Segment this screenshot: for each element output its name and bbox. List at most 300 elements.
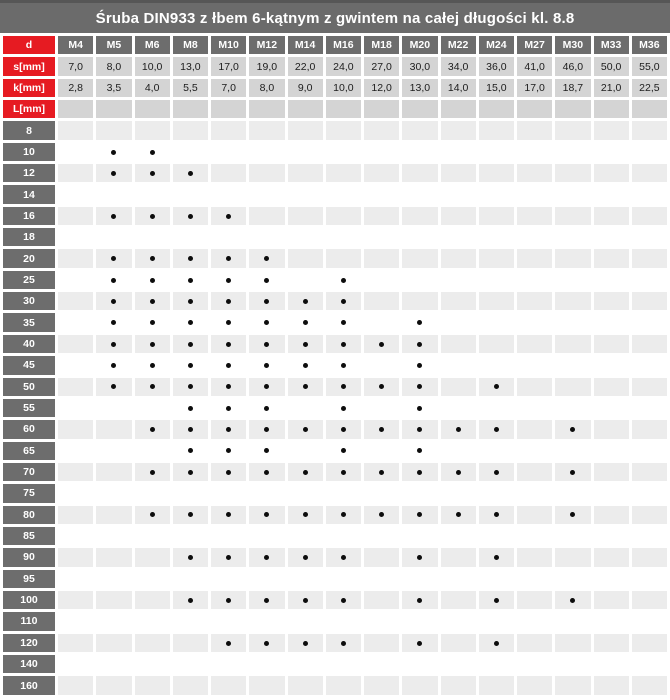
availability-dot <box>417 384 422 389</box>
availability-cell <box>211 121 246 139</box>
availability-cell <box>173 634 208 652</box>
availability-cell <box>594 591 629 609</box>
availability-dot <box>188 427 193 432</box>
availability-cell <box>58 207 93 225</box>
availability-cell <box>594 228 629 246</box>
availability-cell <box>326 676 361 695</box>
length-row-160 <box>3 676 667 695</box>
availability-cell <box>211 356 246 374</box>
availability-cell <box>632 420 667 438</box>
empty-dimension-cell <box>594 100 629 118</box>
availability-cell <box>173 121 208 139</box>
availability-cell <box>517 442 552 460</box>
availability-cell <box>173 356 208 374</box>
availability-dot <box>188 363 193 368</box>
availability-cell <box>173 612 208 630</box>
availability-cell <box>594 484 629 502</box>
availability-cell <box>364 313 399 331</box>
length-row-120 <box>3 634 667 652</box>
availability-dot <box>264 342 269 347</box>
availability-dot <box>188 171 193 176</box>
availability-cell <box>517 292 552 310</box>
availability-cell <box>402 335 437 353</box>
length-row-95 <box>3 570 667 588</box>
availability-cell <box>288 292 323 310</box>
availability-dot <box>417 342 422 347</box>
availability-cell <box>594 292 629 310</box>
empty-dimension-cell <box>326 100 361 118</box>
availability-cell <box>479 292 514 310</box>
length-row-10 <box>3 143 667 161</box>
availability-cell <box>249 271 284 289</box>
availability-cell <box>288 249 323 267</box>
length-label: 60 <box>3 420 55 438</box>
length-label: 20 <box>3 249 55 267</box>
availability-dot <box>379 342 384 347</box>
availability-cell <box>364 506 399 524</box>
availability-dot <box>188 598 193 603</box>
availability-dot <box>188 342 193 347</box>
availability-cell <box>326 121 361 139</box>
availability-cell <box>211 185 246 203</box>
column-header-m6: M6 <box>135 36 170 54</box>
availability-cell <box>364 484 399 502</box>
availability-dot <box>264 256 269 261</box>
availability-dot <box>264 406 269 411</box>
length-row-55 <box>3 399 667 417</box>
availability-cell <box>249 121 284 139</box>
page-title: Śruba DIN933 z łbem 6-kątnym z gwintem na całej długości kl. 8.8 <box>0 0 670 33</box>
availability-dot <box>494 427 499 432</box>
availability-cell <box>58 399 93 417</box>
k-dimension-row <box>3 79 667 97</box>
availability-cell <box>211 442 246 460</box>
availability-cell <box>479 207 514 225</box>
availability-cell <box>135 591 170 609</box>
availability-cell <box>173 506 208 524</box>
availability-cell <box>135 420 170 438</box>
availability-cell <box>326 591 361 609</box>
availability-cell <box>135 570 170 588</box>
availability-cell <box>479 612 514 630</box>
length-row-140 <box>3 655 667 673</box>
availability-cell <box>58 463 93 481</box>
availability-cell <box>402 506 437 524</box>
availability-dot <box>226 278 231 283</box>
availability-cell <box>594 634 629 652</box>
availability-dot <box>226 512 231 517</box>
availability-cell <box>517 207 552 225</box>
availability-cell <box>211 548 246 566</box>
availability-dot <box>570 427 575 432</box>
availability-cell <box>364 292 399 310</box>
availability-cell <box>632 143 667 161</box>
availability-cell <box>288 442 323 460</box>
availability-cell <box>96 548 131 566</box>
availability-cell <box>58 506 93 524</box>
availability-cell <box>479 335 514 353</box>
availability-cell <box>173 484 208 502</box>
availability-cell <box>249 207 284 225</box>
dimension-value-cell: 8,0 <box>96 57 131 75</box>
availability-cell <box>555 143 590 161</box>
availability-cell <box>517 185 552 203</box>
length-row-80 <box>3 506 667 524</box>
dimension-value-cell: 5,5 <box>173 79 208 97</box>
availability-cell <box>479 463 514 481</box>
availability-cell <box>211 591 246 609</box>
availability-dot <box>264 598 269 603</box>
dimension-value-cell: 55,0 <box>632 57 667 75</box>
availability-cell <box>211 612 246 630</box>
availability-cell <box>249 249 284 267</box>
availability-cell <box>402 634 437 652</box>
availability-cell <box>555 420 590 438</box>
row-label-s: s[mm] <box>3 57 55 75</box>
availability-cell <box>326 484 361 502</box>
availability-cell <box>96 570 131 588</box>
availability-dot <box>494 598 499 603</box>
length-label: 10 <box>3 143 55 161</box>
availability-dot <box>264 641 269 646</box>
availability-cell <box>58 655 93 673</box>
availability-cell <box>249 655 284 673</box>
availability-cell <box>135 612 170 630</box>
availability-cell <box>326 399 361 417</box>
availability-cell <box>135 207 170 225</box>
availability-cell <box>441 335 476 353</box>
length-row-90 <box>3 548 667 566</box>
availability-cell <box>326 442 361 460</box>
availability-dot <box>111 150 116 155</box>
column-header-m10: M10 <box>211 36 246 54</box>
length-label: 160 <box>3 676 55 695</box>
availability-cell <box>402 484 437 502</box>
availability-cell <box>517 121 552 139</box>
dimension-value-cell: 4,0 <box>135 79 170 97</box>
column-header-m24: M24 <box>479 36 514 54</box>
length-row-45 <box>3 356 667 374</box>
availability-cell <box>326 655 361 673</box>
column-header-m12: M12 <box>249 36 284 54</box>
availability-cell <box>479 185 514 203</box>
availability-dot <box>188 406 193 411</box>
availability-cell <box>249 228 284 246</box>
availability-cell <box>249 313 284 331</box>
availability-dot <box>150 278 155 283</box>
availability-cell <box>96 527 131 545</box>
availability-cell <box>326 420 361 438</box>
availability-cell <box>555 442 590 460</box>
availability-cell <box>288 570 323 588</box>
availability-dot <box>226 641 231 646</box>
availability-cell <box>402 356 437 374</box>
availability-cell <box>173 271 208 289</box>
availability-cell <box>364 463 399 481</box>
availability-dot <box>456 427 461 432</box>
availability-dot <box>264 512 269 517</box>
availability-cell <box>441 676 476 695</box>
availability-cell <box>402 121 437 139</box>
empty-dimension-cell <box>173 100 208 118</box>
length-row-20 <box>3 249 667 267</box>
availability-cell <box>402 292 437 310</box>
availability-dot <box>341 512 346 517</box>
availability-dot <box>417 320 422 325</box>
length-row-30 <box>3 292 667 310</box>
availability-cell <box>58 378 93 396</box>
availability-cell <box>96 143 131 161</box>
availability-dot <box>341 427 346 432</box>
availability-cell <box>555 378 590 396</box>
availability-cell <box>594 399 629 417</box>
availability-cell <box>211 570 246 588</box>
availability-cell <box>364 185 399 203</box>
availability-cell <box>288 143 323 161</box>
availability-cell <box>555 506 590 524</box>
availability-cell <box>135 506 170 524</box>
availability-cell <box>288 634 323 652</box>
availability-cell <box>96 378 131 396</box>
availability-dot <box>188 470 193 475</box>
availability-cell <box>632 484 667 502</box>
availability-cell <box>594 185 629 203</box>
availability-cell <box>555 249 590 267</box>
dimension-value-cell: 13,0 <box>173 57 208 75</box>
availability-cell <box>249 399 284 417</box>
availability-dot <box>226 427 231 432</box>
availability-cell <box>135 164 170 182</box>
availability-cell <box>96 185 131 203</box>
availability-cell <box>58 185 93 203</box>
availability-dot <box>341 299 346 304</box>
availability-cell <box>135 442 170 460</box>
availability-dot <box>226 555 231 560</box>
availability-cell <box>58 271 93 289</box>
column-header-m20: M20 <box>402 36 437 54</box>
availability-cell <box>364 399 399 417</box>
availability-cell <box>249 548 284 566</box>
availability-cell <box>441 292 476 310</box>
length-row-70 <box>3 463 667 481</box>
availability-cell <box>211 228 246 246</box>
availability-dot <box>150 256 155 261</box>
availability-cell <box>211 634 246 652</box>
availability-dot <box>341 342 346 347</box>
dimension-value-cell: 2,8 <box>58 79 93 97</box>
availability-cell <box>326 356 361 374</box>
empty-dimension-cell <box>441 100 476 118</box>
availability-cell <box>288 335 323 353</box>
availability-cell <box>96 271 131 289</box>
availability-cell <box>364 655 399 673</box>
availability-cell <box>211 655 246 673</box>
availability-cell <box>441 612 476 630</box>
availability-cell <box>479 313 514 331</box>
availability-cell <box>555 484 590 502</box>
dimension-value-cell: 19,0 <box>249 57 284 75</box>
availability-cell <box>364 570 399 588</box>
availability-dot <box>303 320 308 325</box>
dimension-value-cell: 50,0 <box>594 57 629 75</box>
availability-cell <box>249 420 284 438</box>
availability-cell <box>249 463 284 481</box>
availability-cell <box>632 271 667 289</box>
availability-dot <box>264 470 269 475</box>
availability-cell <box>479 484 514 502</box>
availability-cell <box>326 548 361 566</box>
availability-cell <box>288 378 323 396</box>
availability-cell <box>364 527 399 545</box>
empty-dimension-cell <box>135 100 170 118</box>
availability-cell <box>288 356 323 374</box>
dimension-value-cell: 7,0 <box>58 57 93 75</box>
length-row-110 <box>3 612 667 630</box>
availability-cell <box>517 612 552 630</box>
availability-cell <box>441 399 476 417</box>
availability-cell <box>326 313 361 331</box>
availability-cell <box>135 335 170 353</box>
availability-cell <box>555 185 590 203</box>
availability-cell <box>173 185 208 203</box>
availability-cell <box>249 527 284 545</box>
availability-cell <box>326 143 361 161</box>
availability-cell <box>517 399 552 417</box>
availability-cell <box>594 143 629 161</box>
availability-cell <box>173 655 208 673</box>
length-label: 90 <box>3 548 55 566</box>
length-label: 110 <box>3 612 55 630</box>
availability-cell <box>517 506 552 524</box>
availability-cell <box>173 292 208 310</box>
availability-cell <box>211 676 246 695</box>
availability-cell <box>96 591 131 609</box>
dimension-value-cell: 12,0 <box>364 79 399 97</box>
availability-cell <box>135 271 170 289</box>
availability-cell <box>517 228 552 246</box>
availability-cell <box>249 506 284 524</box>
availability-cell <box>594 676 629 695</box>
availability-cell <box>173 249 208 267</box>
availability-cell <box>555 634 590 652</box>
availability-cell <box>364 207 399 225</box>
availability-cell <box>441 228 476 246</box>
availability-cell <box>364 548 399 566</box>
availability-cell <box>632 463 667 481</box>
availability-cell <box>555 228 590 246</box>
availability-cell <box>594 313 629 331</box>
availability-cell <box>135 121 170 139</box>
availability-cell <box>96 484 131 502</box>
availability-cell <box>96 335 131 353</box>
availability-cell <box>58 249 93 267</box>
availability-dot <box>303 641 308 646</box>
availability-cell <box>58 313 93 331</box>
availability-dot <box>188 299 193 304</box>
availability-cell <box>364 442 399 460</box>
dimension-value-cell: 18,7 <box>555 79 590 97</box>
availability-cell <box>58 143 93 161</box>
availability-cell <box>364 164 399 182</box>
length-label: 70 <box>3 463 55 481</box>
availability-dot <box>264 448 269 453</box>
availability-cell <box>479 228 514 246</box>
availability-dot <box>150 427 155 432</box>
availability-cell <box>594 356 629 374</box>
availability-dot <box>264 384 269 389</box>
availability-cell <box>594 271 629 289</box>
length-label: 95 <box>3 570 55 588</box>
availability-cell <box>517 356 552 374</box>
availability-cell <box>632 164 667 182</box>
availability-cell <box>249 484 284 502</box>
availability-cell <box>517 655 552 673</box>
availability-dot <box>188 384 193 389</box>
availability-cell <box>441 313 476 331</box>
dimension-value-cell: 13,0 <box>402 79 437 97</box>
availability-cell <box>135 676 170 695</box>
availability-cell <box>173 313 208 331</box>
availability-cell <box>517 463 552 481</box>
availability-dot <box>226 384 231 389</box>
availability-cell <box>326 463 361 481</box>
availability-cell <box>173 548 208 566</box>
availability-cell <box>402 442 437 460</box>
availability-cell <box>364 356 399 374</box>
column-header-m5: M5 <box>96 36 131 54</box>
availability-cell <box>173 143 208 161</box>
availability-cell <box>632 313 667 331</box>
availability-cell <box>402 420 437 438</box>
availability-cell <box>58 591 93 609</box>
availability-cell <box>517 634 552 652</box>
column-header-m30: M30 <box>555 36 590 54</box>
availability-dot <box>150 320 155 325</box>
availability-cell <box>135 228 170 246</box>
dimension-value-cell: 3,5 <box>96 79 131 97</box>
availability-cell <box>173 676 208 695</box>
availability-cell <box>211 420 246 438</box>
availability-cell <box>555 335 590 353</box>
availability-dot <box>303 363 308 368</box>
availability-cell <box>135 527 170 545</box>
availability-cell <box>594 463 629 481</box>
availability-cell <box>555 676 590 695</box>
availability-cell <box>441 164 476 182</box>
length-label: 55 <box>3 399 55 417</box>
length-label: 140 <box>3 655 55 673</box>
availability-cell <box>441 121 476 139</box>
availability-cell <box>326 185 361 203</box>
availability-cell <box>441 591 476 609</box>
availability-cell <box>402 313 437 331</box>
diameter-header-row <box>3 36 667 54</box>
availability-cell <box>96 463 131 481</box>
availability-cell <box>555 591 590 609</box>
empty-dimension-cell <box>402 100 437 118</box>
length-row-60 <box>3 420 667 438</box>
availability-cell <box>135 292 170 310</box>
availability-dot <box>379 384 384 389</box>
availability-cell <box>173 420 208 438</box>
length-label: 50 <box>3 378 55 396</box>
availability-cell <box>288 121 323 139</box>
availability-cell <box>364 271 399 289</box>
availability-cell <box>173 335 208 353</box>
availability-cell <box>364 335 399 353</box>
availability-cell <box>326 335 361 353</box>
availability-cell <box>555 164 590 182</box>
